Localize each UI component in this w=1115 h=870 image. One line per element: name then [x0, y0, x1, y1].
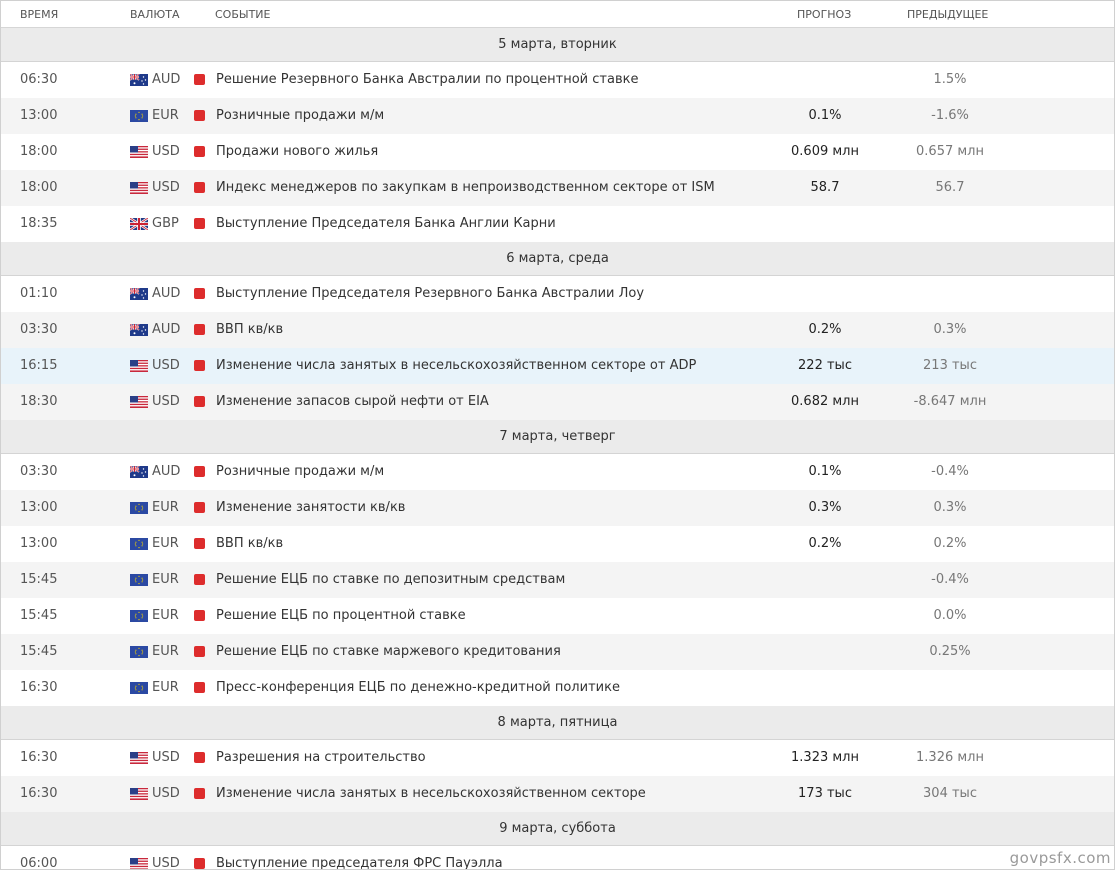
importance-icon — [194, 574, 205, 585]
event-currency: EUR — [152, 608, 179, 623]
importance-icon — [194, 360, 205, 371]
eu-flag-icon — [130, 682, 148, 694]
event-forecast: 173 тыс — [798, 786, 852, 801]
event-forecast: 0.2% — [808, 322, 842, 337]
event-currency: AUD — [152, 464, 181, 479]
importance-icon — [194, 324, 205, 335]
event-time: 15:45 — [20, 608, 58, 623]
au-flag-icon — [130, 324, 148, 336]
au-flag-icon — [130, 466, 148, 478]
event-row[interactable] — [1, 98, 1114, 134]
event-time: 13:00 — [20, 536, 58, 551]
event-row[interactable] — [1, 454, 1114, 490]
eu-flag-icon — [130, 110, 148, 122]
event-forecast: 222 тыс — [798, 358, 852, 373]
event-previous: 1.326 млн — [916, 750, 984, 765]
importance-icon — [194, 538, 205, 549]
event-title[interactable]: Выступление Председателя Банка Англии Карни — [216, 216, 556, 231]
event-row[interactable] — [1, 670, 1114, 706]
event-previous: 56.7 — [935, 180, 965, 195]
date-row: 9 марта, суббота — [1, 812, 1114, 846]
event-row[interactable] — [1, 62, 1114, 98]
event-title[interactable]: Розничные продажи м/м — [216, 108, 385, 123]
importance-icon — [194, 288, 205, 299]
event-time: 18:30 — [20, 394, 58, 409]
event-row[interactable] — [1, 276, 1114, 312]
importance-icon — [194, 396, 205, 407]
event-currency: USD — [152, 856, 180, 870]
importance-icon — [194, 610, 205, 621]
importance-icon — [194, 858, 205, 869]
event-currency: EUR — [152, 108, 179, 123]
us-flag-icon — [130, 396, 148, 408]
event-row[interactable] — [1, 526, 1114, 562]
event-forecast: 0.1% — [808, 108, 842, 123]
event-previous: 0.3% — [933, 322, 967, 337]
event-row[interactable] — [1, 634, 1114, 670]
date-row: 6 марта, среда — [1, 242, 1114, 276]
event-forecast: 0.609 млн — [791, 144, 859, 159]
gb-flag-icon — [130, 218, 148, 230]
importance-icon — [194, 788, 205, 799]
table-header — [1, 1, 1114, 28]
event-title[interactable]: Разрешения на строительство — [216, 750, 426, 765]
event-title[interactable]: Изменение запасов сырой нефти от EIA — [216, 394, 489, 409]
event-title[interactable]: Решение ЕЦБ по ставке маржевого кредитования — [216, 644, 561, 659]
importance-icon — [194, 502, 205, 513]
au-flag-icon — [130, 74, 148, 86]
event-previous: 304 тыс — [923, 786, 977, 801]
eu-flag-icon — [130, 610, 148, 622]
event-currency: USD — [152, 750, 180, 765]
event-time: 16:30 — [20, 680, 58, 695]
event-row[interactable] — [1, 134, 1114, 170]
event-forecast: 0.1% — [808, 464, 842, 479]
event-title[interactable]: Решение Резервного Банка Австралии по процентной ставке — [216, 72, 639, 87]
us-flag-icon — [130, 858, 148, 870]
event-previous: 0.3% — [933, 500, 967, 515]
event-time: 15:45 — [20, 644, 58, 659]
event-row[interactable] — [1, 384, 1114, 420]
event-currency: AUD — [152, 322, 181, 337]
event-title[interactable]: Изменение числа занятых в несельскохозяйственном секторе от ADP — [216, 358, 697, 373]
event-title[interactable]: Выступление Председателя Резервного Банка Австралии Лоу — [216, 286, 645, 301]
event-title[interactable]: ВВП кв/кв — [216, 536, 284, 551]
event-previous: -0.4% — [931, 572, 969, 587]
importance-icon — [194, 110, 205, 121]
event-currency: GBP — [152, 216, 179, 231]
event-currency: AUD — [152, 72, 181, 87]
event-forecast: 0.2% — [808, 536, 842, 551]
event-previous: 1.5% — [933, 72, 967, 87]
event-currency: EUR — [152, 500, 179, 515]
event-title[interactable]: Изменение занятости кв/кв — [216, 500, 406, 515]
event-row[interactable] — [1, 776, 1114, 812]
event-forecast: 58.7 — [810, 180, 840, 195]
event-row[interactable] — [1, 846, 1114, 870]
event-title[interactable]: Пресс-конференция ЕЦБ по денежно-кредитной политике — [216, 680, 620, 695]
event-row[interactable] — [1, 740, 1114, 776]
us-flag-icon — [130, 146, 148, 158]
event-currency: USD — [152, 786, 180, 801]
header-currency[interactable]: ВАЛЮТА — [130, 8, 180, 21]
eu-flag-icon — [130, 538, 148, 550]
event-currency: EUR — [152, 572, 179, 587]
header-time[interactable]: ВРЕМЯ — [20, 8, 59, 21]
event-time: 18:00 — [20, 180, 58, 195]
event-previous: -1.6% — [931, 108, 969, 123]
event-title[interactable]: ВВП кв/кв — [216, 322, 284, 337]
header-forecast[interactable]: ПРОГНОЗ — [797, 8, 852, 21]
eu-flag-icon — [130, 646, 148, 658]
event-previous: 0.657 млн — [916, 144, 984, 159]
event-title[interactable]: Розничные продажи м/м — [216, 464, 385, 479]
eu-flag-icon — [130, 502, 148, 514]
event-time: 06:00 — [20, 856, 58, 870]
calendar-rows — [1, 28, 1114, 870]
event-title[interactable]: Решение ЕЦБ по ставке по депозитным средствам — [216, 572, 566, 587]
importance-icon — [194, 182, 205, 193]
event-time: 03:30 — [20, 322, 58, 337]
eu-flag-icon — [130, 574, 148, 586]
date-row: 7 марта, четверг — [1, 420, 1114, 454]
event-row[interactable] — [1, 598, 1114, 634]
event-time: 06:30 — [20, 72, 58, 87]
event-currency: USD — [152, 180, 180, 195]
us-flag-icon — [130, 752, 148, 764]
us-flag-icon — [130, 788, 148, 800]
watermark: govpsfx.com — [1009, 849, 1111, 867]
event-currency: EUR — [152, 644, 179, 659]
event-time: 16:15 — [20, 358, 58, 373]
event-previous: 0.25% — [929, 644, 971, 659]
au-flag-icon — [130, 288, 148, 300]
header-previous[interactable]: ПРЕДЫДУЩЕЕ — [907, 8, 989, 21]
header-event[interactable]: СОБЫТИЕ — [215, 8, 271, 21]
event-row[interactable] — [1, 206, 1114, 242]
importance-icon — [194, 682, 205, 693]
date-row: 5 марта, вторник — [1, 28, 1114, 62]
event-time: 01:10 — [20, 286, 58, 301]
event-currency: USD — [152, 394, 180, 409]
importance-icon — [194, 752, 205, 763]
event-time: 16:30 — [20, 750, 58, 765]
importance-icon — [194, 466, 205, 477]
importance-icon — [194, 218, 205, 229]
event-forecast: 1.323 млн — [791, 750, 859, 765]
us-flag-icon — [130, 182, 148, 194]
event-title[interactable]: Изменение числа занятых в несельскохозяйственном секторе — [216, 786, 646, 801]
event-row[interactable] — [1, 312, 1114, 348]
us-flag-icon — [130, 360, 148, 372]
event-time: 18:00 — [20, 144, 58, 159]
event-previous: 213 тыс — [923, 358, 977, 373]
event-previous: 0.0% — [933, 608, 967, 623]
event-previous: 0.2% — [933, 536, 967, 551]
event-row[interactable] — [1, 490, 1114, 526]
importance-icon — [194, 146, 205, 157]
event-forecast: 0.3% — [808, 500, 842, 515]
event-row[interactable] — [1, 562, 1114, 598]
event-title[interactable]: Продажи нового жилья — [216, 144, 379, 159]
importance-icon — [194, 646, 205, 657]
event-time: 03:30 — [20, 464, 58, 479]
event-row[interactable] — [1, 170, 1114, 206]
event-time: 18:35 — [20, 216, 58, 231]
importance-icon — [194, 74, 205, 85]
event-forecast: 0.682 млн — [791, 394, 859, 409]
event-time: 16:30 — [20, 786, 58, 801]
event-currency: EUR — [152, 536, 179, 551]
event-previous: -0.4% — [931, 464, 969, 479]
date-row: 8 марта, пятница — [1, 706, 1114, 740]
event-title[interactable]: Решение ЕЦБ по процентной ставке — [216, 608, 466, 623]
event-currency: EUR — [152, 680, 179, 695]
event-currency: USD — [152, 358, 180, 373]
event-time: 13:00 — [20, 500, 58, 515]
event-title[interactable]: Выступление председателя ФРС Пауэлла — [216, 856, 503, 870]
event-time: 13:00 — [20, 108, 58, 123]
event-time: 15:45 — [20, 572, 58, 587]
event-title[interactable]: Индекс менеджеров по закупкам в непроизводственном секторе от ISM — [216, 180, 715, 195]
event-currency: AUD — [152, 286, 181, 301]
event-previous: -8.647 млн — [913, 394, 987, 409]
event-currency: USD — [152, 144, 180, 159]
event-row[interactable] — [1, 348, 1114, 384]
